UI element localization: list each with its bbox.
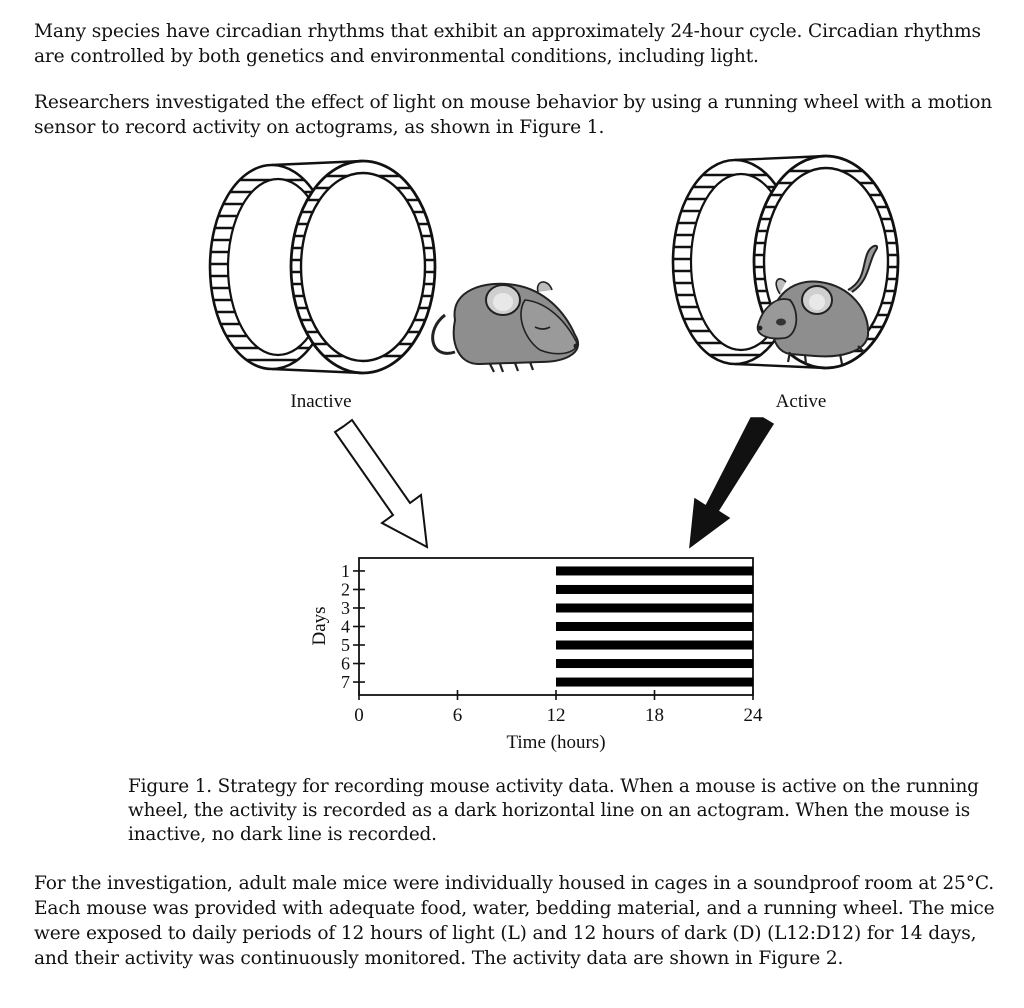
activity-bar-day-2	[556, 585, 753, 594]
activity-bar-day-4	[556, 622, 753, 631]
activity-bar-day-3	[556, 603, 753, 612]
active-label: Active	[775, 391, 827, 412]
method-paragraph: Researchers investigated the effect of light on mouse behavior by using a running wheel with a motion sensor to record activity on actograms, as shown in Figure 1.	[34, 92, 993, 138]
hollow-arrow-icon	[335, 420, 427, 547]
activity-bar-day-5	[556, 641, 753, 650]
investigation-paragraph: For the investigation, adult male mice were individually housed in cages in a soundproof room at 25°C. Each mouse was provided with adequate food, water, bedding material, and a running wheel. The mice were exposed to daily periods of 12 hours of light (L) and 12 hours of dark (D) (L12:D12) for 14 days, and their activity was continuously monitored. The activity data are shown in Figure 2.	[34, 873, 995, 969]
x-tick-label: 18	[645, 705, 664, 726]
y-tick-label: 3	[341, 597, 350, 618]
x-tick-label: 12	[546, 705, 566, 726]
y-tick-label: 5	[341, 635, 350, 656]
activity-bar-day-1	[556, 566, 753, 575]
y-tick-label: 7	[341, 672, 350, 693]
running-wheel-icon	[200, 161, 445, 373]
solid-arrow-icon	[690, 418, 773, 547]
inactive-label: Inactive	[290, 391, 352, 412]
activity-bar-day-6	[556, 659, 753, 668]
y-tick-label: 4	[341, 616, 350, 637]
y-axis-label: Days	[309, 606, 330, 646]
actogram-chart	[309, 558, 763, 753]
x-axis-label: Time (hours)	[506, 732, 606, 753]
sleeping-mouse-icon	[433, 282, 579, 372]
intro-paragraph: Many species have circadian rhythms that exhibit an approximately 24-hour cycle. Circadian rhythms are controlled by both genetics and environmental conditions, including light.	[34, 21, 981, 67]
y-tick-label: 6	[341, 653, 350, 674]
figure-caption: Figure 1. Strategy for recording mouse activity data. When a mouse is active on the running wheel, the activity is recorded as a dark horizontal line on an actogram. When the mouse is inactive, no dark line is recorded.	[128, 776, 979, 845]
x-tick-label: 6	[452, 705, 463, 726]
y-tick-label: 1	[341, 560, 350, 581]
y-tick-label: 2	[341, 579, 350, 600]
x-tick-label: 24	[743, 705, 763, 726]
activity-bar-day-7	[556, 678, 753, 687]
x-tick-label: 0	[354, 705, 364, 726]
